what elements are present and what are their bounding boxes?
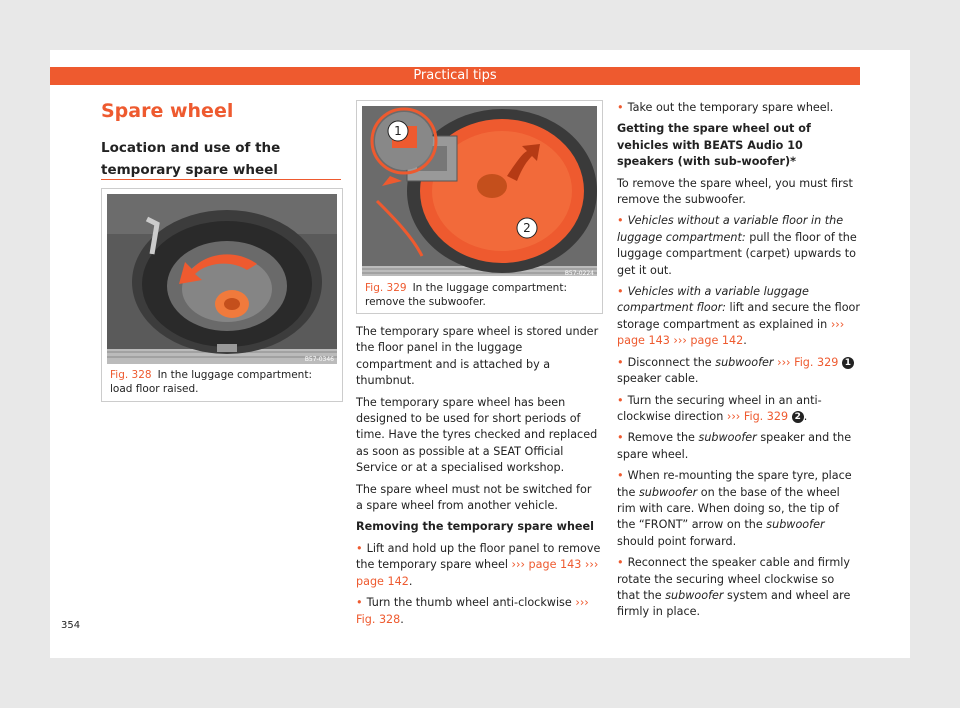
callout-2: 2	[523, 221, 531, 235]
removing-heading: Removing the temporary spare wheel	[356, 520, 594, 534]
chapter-title: Practical tips	[413, 68, 497, 83]
paragraph: The temporary spare wheel has been designed to be used for short periods of time. Have the tyres checked and replaced as soon as possible at a SEAT Official Service or at a specialised workshop.	[356, 395, 598, 475]
page-number: 354	[61, 620, 81, 631]
paragraph: To remove the spare wheel, you must first remove the subwoofer.	[617, 176, 853, 207]
list-item: • Disconnect the subwoofer ››› Fig. 329 1 speaker cable.	[617, 355, 860, 388]
list-item: • Vehicles without a variable floor in the luggage compartment: pull the floor of the luggage compartment (carpet) upwards to get it out.	[617, 214, 857, 277]
chapter-header	[50, 67, 860, 85]
list-item: • Remove the subwoofer speaker and the spare wheel.	[617, 431, 852, 461]
page-reference-link[interactable]: ››› page 143 ››› page 142	[617, 317, 845, 348]
figure-reference-link[interactable]: ››› Fig. 328	[356, 596, 589, 626]
page-reference-link[interactable]: ››› page 143 ››› page 142	[356, 558, 599, 588]
list-item: • Lift and hold up the floor panel to remove the temporary spare wheel ››› page 143 ››› page 142.	[356, 541, 601, 588]
figure-code: B57-0346	[304, 356, 334, 363]
list-item: • When re-mounting the spare tyre, place the subwoofer on the base of the wheel rim with care. When doing so, the tip of the “FRONT” arrow on the subwoofer should point forward.	[617, 469, 852, 548]
caption-text: In the luggage compartment: load floor raised.	[110, 369, 312, 395]
figure-code: B57-0224	[564, 270, 594, 277]
list-item: • Take out the temporary spare wheel.	[617, 101, 834, 114]
figure-label: Fig. 328	[110, 369, 152, 381]
figure-reference-link[interactable]: ››› Fig. 329	[726, 409, 789, 423]
callout-1: 1	[394, 124, 402, 138]
spare-wheel-illustration	[107, 194, 337, 364]
middle-column	[356, 324, 601, 633]
figure-caption	[365, 281, 595, 309]
caption-text: In the luggage compartment: remove the subwoofer.	[365, 282, 567, 308]
section-title: Spare wheel	[101, 100, 234, 122]
list-item: • Turn the securing wheel in an anti-clockwise direction ››› Fig. 329 2 .	[617, 393, 822, 423]
list-item: • Vehicles with a variable luggage compartment floor: lift and secure the floor storage compartment as explained in ››› page 143 ››› page 142.	[617, 285, 861, 348]
paragraph: The spare wheel must not be switched for a spare wheel from another vehicle.	[356, 482, 592, 513]
title-divider	[101, 179, 341, 180]
list-item: • Turn the thumb wheel anti-clockwise ››› Fig. 328.	[356, 596, 589, 626]
figure-label: Fig. 329	[365, 282, 407, 294]
callout-number: 1	[842, 357, 854, 369]
figure-caption	[110, 368, 335, 396]
figure-328	[101, 188, 343, 402]
right-column	[617, 100, 860, 626]
paragraph: The temporary spare wheel is stored under the floor panel in the luggage compartment and is attached by a thumbnut.	[356, 325, 599, 388]
figure-329	[356, 100, 603, 314]
subwoofer-illustration	[362, 106, 597, 276]
callout-number: 2	[792, 411, 804, 423]
subsection-title: Location and use of the temporary spare wheel	[101, 140, 281, 178]
figure-reference-link[interactable]: ››› Fig. 329	[777, 355, 839, 369]
subwoofer-heading: Getting the spare wheel out of vehicles with BEATS Audio 10 speakers (with sub-woofer)*	[617, 122, 811, 169]
list-item: • Reconnect the speaker cable and firmly rotate the securing wheel clockwise so that the subwoofer system and wheel are firmly in place.	[617, 556, 851, 619]
